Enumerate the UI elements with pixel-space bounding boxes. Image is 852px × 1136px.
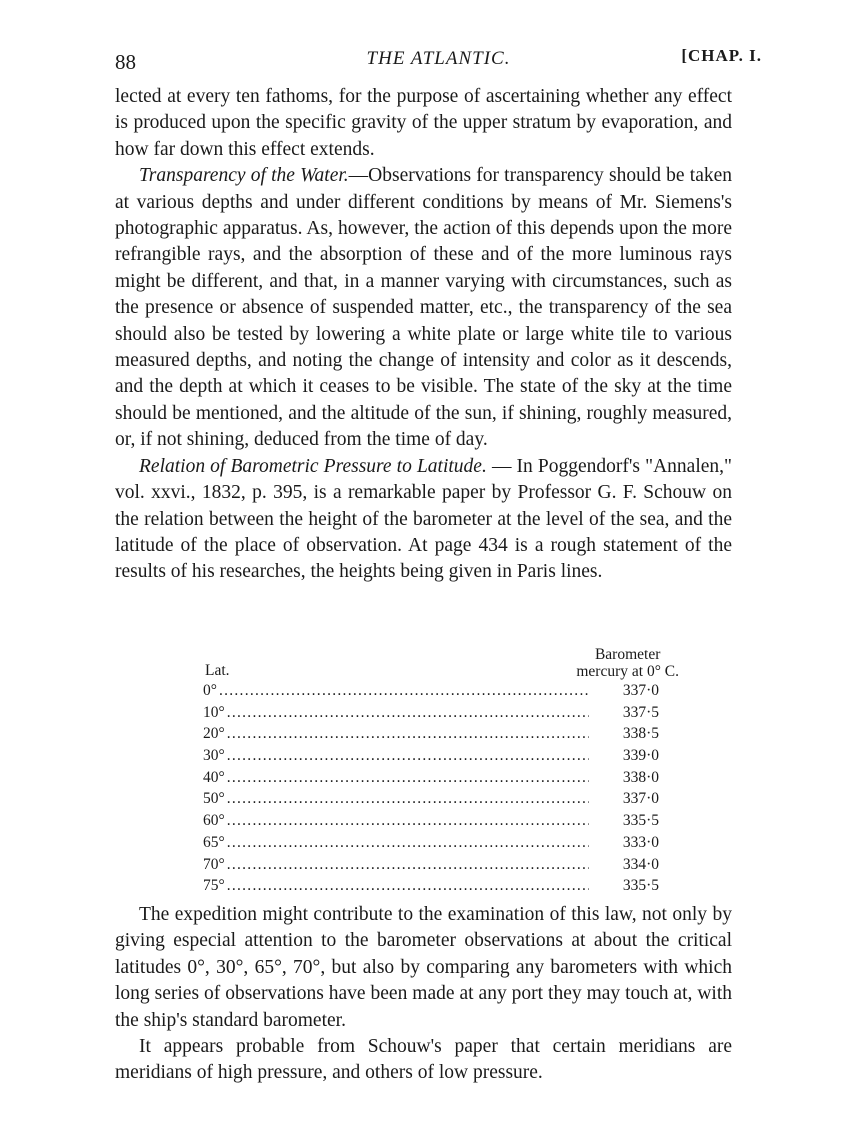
dot-leader: [225, 810, 589, 832]
dot-leader: [225, 832, 589, 854]
row-pressure: 338·0: [622, 768, 659, 786]
row-latitude: 60°: [203, 812, 225, 830]
barometer-table: [203, 646, 679, 897]
table-header: [203, 646, 679, 680]
row-latitude: 30°: [203, 747, 225, 765]
page-header: [115, 44, 762, 76]
row-pressure: 337·5: [622, 703, 659, 721]
row-latitude: 0°: [203, 682, 217, 699]
barometer-header-line2: mercury at 0° C.: [576, 663, 679, 680]
row-pressure: 335·5: [622, 877, 659, 895]
row-latitude: 40°: [203, 768, 225, 786]
row-pressure: 337·0: [622, 790, 659, 808]
dot-leader: [225, 702, 589, 724]
running-title: THE ATLANTIC.: [366, 48, 511, 69]
dot-leader: [225, 723, 589, 745]
paragraph-continued: lected at every ten fathoms, for the purpose of ascertaining whether any effect is produced upon the specific gravity of the upper stratum by evaporation, and how far down this effect extends.: [115, 86, 732, 160]
row-pressure: 334·0: [622, 855, 659, 873]
row-latitude: 50°: [203, 790, 225, 808]
table-row: [203, 702, 679, 724]
paragraph-meridians: It appears probable from Schouw's paper that certain meridians are meridians of high pressure, and others of low pressure.: [115, 1036, 732, 1084]
lat-column-header: Lat.: [205, 662, 230, 679]
table-row: [203, 680, 679, 702]
table-row: [203, 723, 679, 745]
row-latitude: 20°: [203, 725, 225, 743]
row-pressure: 339·0: [622, 747, 659, 765]
table-body: [203, 680, 679, 897]
table-row: [203, 875, 679, 897]
body-text-top: [115, 84, 732, 586]
dot-leader: [225, 854, 589, 876]
barometer-column-header: [576, 646, 679, 680]
body-text-bottom: [115, 902, 732, 1087]
paragraph-transparency-body: —Observations for transparency should be taken at various depths and under different conditions by means of Mr. Siemens's photographic apparatus. As, however, the action of this depends upon the more refrangible rays, and the absorption of these and of the more luminous rays might be different, and that, in a manner varying with circumstances, such as the presence or absence of suspended matter, etc., the transparency of the sea should also be tested by lowering a white plate or large white tile to various measured depths, and noting the change of intensity and color as it descends, and the depth at which it ceases to be visible. The state of the sky at the time should be mentioned, and the altitude of the sun, if shining, roughly measured, or, if not shining, deduced from the time of day.: [115, 165, 732, 451]
row-pressure: 337·0: [622, 682, 659, 699]
section-heading-barometric: Relation of Barometric Pressure to Latitude.: [139, 455, 487, 477]
row-latitude: 10°: [203, 703, 225, 721]
table-row: [203, 854, 679, 876]
dot-leader: [225, 788, 589, 810]
table-row: [203, 767, 679, 789]
row-latitude: 65°: [203, 833, 225, 851]
row-latitude: 75°: [203, 877, 225, 895]
paragraph-barometric: [115, 454, 732, 586]
section-heading-transparency: Transparency of the Water.: [139, 165, 349, 187]
table-row: [203, 832, 679, 854]
page-number: 88: [115, 50, 136, 74]
row-pressure: 335·5: [622, 812, 659, 830]
table-row: [203, 788, 679, 810]
paragraph-barometric-body: — In Poggendorf's "Annalen," vol. xxvi., 1832, p. 395, is a remarkable paper by Professor G. F. Schouw on the relation between the height of the barometer at the level of the sea, and the latitude of the place of observation. At page 434 is a rough statement of the results of his researches, the heights being given in Paris lines.: [115, 455, 732, 583]
paragraph-transparency: [115, 163, 732, 453]
table-row: [203, 810, 679, 832]
row-latitude: 70°: [203, 855, 225, 873]
dot-leader: [225, 767, 589, 789]
row-pressure: 333·0: [622, 833, 659, 851]
dot-leader: [217, 680, 589, 702]
barometer-header-line1: Barometer: [594, 646, 661, 663]
dot-leader: [225, 875, 589, 897]
table-row: [203, 745, 679, 767]
chapter-marker: [CHAP. I.: [681, 46, 762, 65]
row-pressure: 338·5: [622, 725, 659, 743]
paragraph-expedition: The expedition might contribute to the examination of this law, not only by giving especial attention to the barometer observations at about the critical latitudes 0°, 30°, 65°, 70°, but also by comparing any barometers with which long series of observations have been made at any port they may touch at, with the ship's standard barometer.: [115, 904, 732, 1031]
dot-leader: [225, 745, 589, 767]
